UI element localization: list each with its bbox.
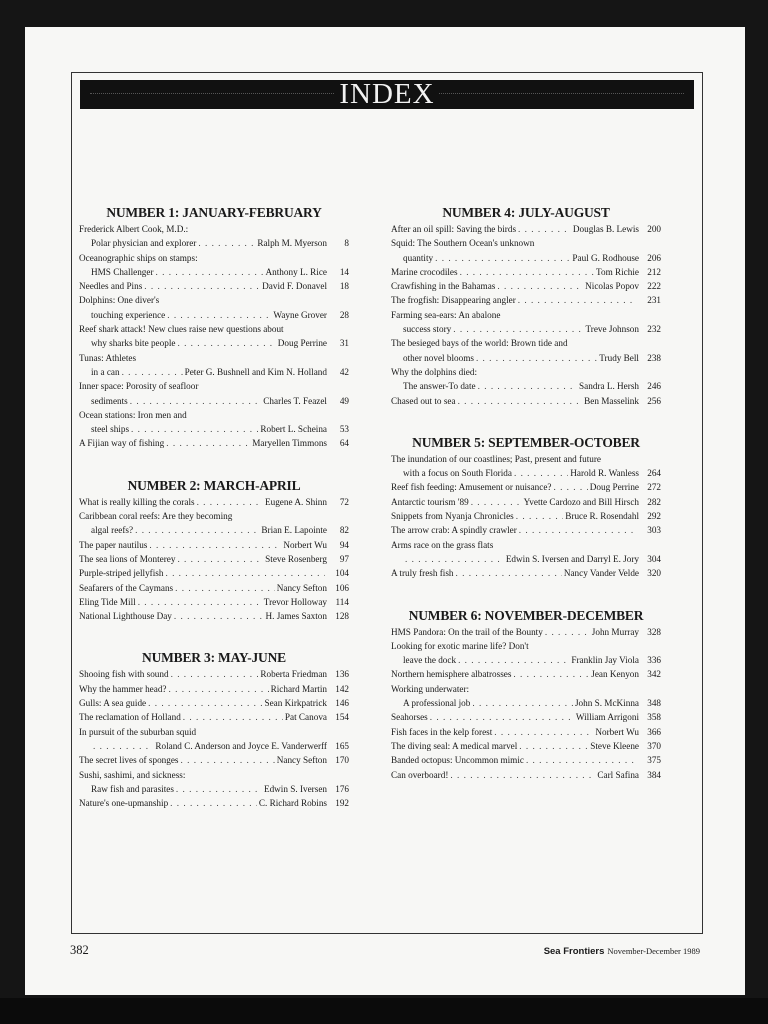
entry-author: Peter G. Bushnell and Kim N. Holland <box>184 366 327 377</box>
index-entry <box>79 595 349 609</box>
entry-title-line: Why the hammer head? <box>79 683 167 694</box>
index-entry <box>391 336 661 365</box>
dot-leader <box>130 394 262 408</box>
index-entry <box>79 379 349 408</box>
index-entry <box>79 322 349 351</box>
entry-author: Franklin Jay Viola <box>571 655 639 666</box>
entry-page: 142 <box>335 683 349 694</box>
entry-author: Nancy Sefton <box>276 755 327 766</box>
entry-author: Steve Kleene <box>590 740 639 751</box>
entry-author: William Arrigoni <box>575 712 639 723</box>
entry-page: 264 <box>647 468 661 479</box>
dot-leader <box>197 495 263 509</box>
index-entry <box>391 279 661 293</box>
left-column <box>79 204 349 836</box>
entry-author: Nancy Sefton <box>276 582 327 593</box>
dot-leader <box>453 322 583 336</box>
entry-page: 282 <box>647 496 661 507</box>
index-entry <box>79 796 349 810</box>
dot-leader <box>135 523 259 537</box>
entry-page: 375 <box>647 755 661 766</box>
entry-author: Eugene A. Shinn <box>264 496 327 507</box>
entry-page: 97 <box>339 553 349 564</box>
entry-page: 238 <box>647 352 661 363</box>
entry-title-line: Why the dolphins died: <box>391 366 477 377</box>
index-entry <box>79 725 349 754</box>
entry-page: 370 <box>647 740 661 751</box>
entry-page: 114 <box>335 596 349 607</box>
dot-leader <box>183 710 283 724</box>
entry-page: 8 <box>344 238 349 249</box>
entry-author: Anthony L. Rice <box>265 266 327 277</box>
section-heading: NUMBER 6: NOVEMBER-DECEMBER <box>408 607 644 623</box>
entry-title-line: Shooing fish with sound <box>79 669 169 680</box>
entry-author: Paul G. Rodhouse <box>572 252 639 263</box>
entry-title-line: touching experience <box>91 309 166 320</box>
entry-title-line: Sushi, sashimi, and sickness: <box>79 769 186 780</box>
entry-title-line: leave the dock <box>403 655 457 666</box>
dot-leader <box>138 595 262 609</box>
index-section <box>79 649 349 810</box>
index-entry <box>391 365 661 394</box>
index-banner <box>80 80 694 109</box>
entry-author: Tom Richie <box>596 266 639 277</box>
entry-title-line: Working underwater: <box>391 683 470 694</box>
entry-author: Ben Masselink <box>584 395 639 406</box>
entry-author: Trudy Bell <box>599 352 639 363</box>
index-entry <box>79 682 349 696</box>
entry-page: 246 <box>647 381 661 392</box>
dot-leader <box>458 394 583 408</box>
index-entry <box>79 538 349 552</box>
entry-title-line: A Fijian way of fishing <box>79 438 165 449</box>
entry-page: 154 <box>335 712 349 723</box>
entry-author: Steve Rosenberg <box>265 553 327 564</box>
index-entry <box>391 538 661 567</box>
right-column <box>391 204 661 808</box>
dot-leader <box>165 566 325 580</box>
index-section <box>79 477 349 624</box>
entry-title-line: Polar physician and explorer <box>91 238 197 249</box>
entry-page: 336 <box>647 655 661 666</box>
entry-page: 303 <box>647 525 661 536</box>
index-entry <box>391 523 661 537</box>
entry-title-line: The besieged bays of the world: Brown tide and <box>391 338 568 349</box>
dot-leader <box>460 265 594 279</box>
dot-leader <box>450 768 595 782</box>
index-entry <box>79 509 349 538</box>
entry-author: Doug Perrine <box>589 482 639 493</box>
index-entry <box>391 509 661 523</box>
entry-title-line: in a can <box>91 366 120 377</box>
dot-leader <box>177 552 263 566</box>
entry-title-line: Nature's one-upmanship <box>79 798 169 809</box>
entry-page: 192 <box>335 798 349 809</box>
magazine-page <box>25 27 745 995</box>
entry-page: 82 <box>339 525 349 536</box>
dot-leader <box>478 379 577 393</box>
dot-leader <box>545 625 590 639</box>
entry-title-line: The arrow crab: A spindly crawler <box>391 525 517 536</box>
index-entry <box>391 265 661 279</box>
index-entry <box>79 581 349 595</box>
entry-page: 18 <box>339 281 349 292</box>
dot-leader <box>171 667 259 681</box>
entry-title-line: why sharks bite people <box>91 338 176 349</box>
entry-title-line: Purple-striped jellyfish <box>79 568 164 579</box>
index-entry <box>79 436 349 450</box>
entry-page: 14 <box>339 266 349 277</box>
entry-page: 53 <box>339 424 349 435</box>
dot-leader <box>519 523 637 537</box>
entry-page: 170 <box>335 755 349 766</box>
index-section <box>391 607 661 782</box>
dot-leader <box>156 265 264 279</box>
index-entry <box>391 480 661 494</box>
entry-author: Sean Kirkpatrick <box>264 698 327 709</box>
section-heading: NUMBER 4: JULY-AUGUST <box>442 205 610 220</box>
dot-leader <box>177 336 275 350</box>
index-entry <box>79 667 349 681</box>
entry-page: 72 <box>339 496 349 507</box>
entry-page: 231 <box>647 295 661 306</box>
entry-page: 304 <box>647 553 661 564</box>
dot-leader <box>430 710 574 724</box>
entry-author: Douglas B. Lewis <box>572 224 639 234</box>
entry-title-line: Eling Tide Mill <box>79 596 136 607</box>
dot-leader <box>516 509 564 523</box>
index-entry <box>79 566 349 580</box>
entry-author: Robert L. Scheina <box>260 424 327 435</box>
entry-author: Treve Johnson <box>585 324 639 335</box>
entry-author: David F. Donavel <box>262 281 327 292</box>
index-entry <box>79 552 349 566</box>
entry-author: Carl Safina <box>597 769 639 780</box>
dot-leader <box>167 308 271 322</box>
entry-author: Roland C. Anderson and Joyce E. Vanderwerff <box>155 740 327 751</box>
index-entry <box>391 308 661 337</box>
entry-title-line: Reef shark attack! New clues raise new questions about <box>79 324 284 335</box>
entry-author: Pat Canova <box>284 712 327 723</box>
entry-author: John S. McKinna <box>574 698 639 709</box>
dot-leader <box>472 696 573 710</box>
index-entry <box>391 667 661 681</box>
entry-title-line: In pursuit of the suburban squid <box>79 726 197 737</box>
entry-author: Edwin S. Iversen and Darryl E. Jory <box>505 553 639 564</box>
entry-page: 212 <box>647 266 661 277</box>
entry-title-line: HMS Pandora: On the trail of the Bounty <box>391 626 543 637</box>
entry-page: 128 <box>335 611 349 622</box>
index-entry <box>391 222 661 236</box>
entry-title-line: Fish faces in the kelp forest <box>391 726 493 737</box>
entry-page: 94 <box>339 539 349 550</box>
entry-page: 136 <box>335 669 349 680</box>
entry-title-line: Banded octopus: Uncommon mimic <box>391 755 524 766</box>
entry-title-line: Tunas: Athletes <box>79 352 137 363</box>
entry-title-line: The reclamation of Holland <box>79 712 181 723</box>
entry-title-line: Farming sea-ears: An abalone <box>391 309 501 320</box>
index-entry <box>391 394 661 408</box>
entry-title-line: After an oil spill: Saving the birds <box>391 224 517 234</box>
entry-title-line: The frogfish: Disappearing angler <box>391 295 516 306</box>
scan-edge <box>0 998 768 1024</box>
section-heading: NUMBER 1: JANUARY-FEBRUARY <box>106 205 322 220</box>
entry-title-line: Seahorses <box>391 712 428 723</box>
dot-leader <box>93 739 153 753</box>
entry-title-line: Raw fish and parasites <box>91 783 174 794</box>
index-entry <box>79 222 349 251</box>
entry-title-line: A professional job <box>403 698 471 709</box>
index-entry <box>79 279 349 293</box>
dot-leader <box>476 351 597 365</box>
dot-leader <box>553 480 587 494</box>
page-number: 382 <box>70 943 89 957</box>
entry-title-line: Northern hemisphere albatrosses <box>391 669 512 680</box>
entry-author: Charles T. Feazel <box>263 395 327 406</box>
entry-page: 366 <box>647 726 661 737</box>
entry-page: 256 <box>647 395 661 406</box>
entry-page: 342 <box>647 669 661 680</box>
entry-title-line: Inner space: Porosity of seafloor <box>79 381 199 392</box>
entry-author: Roberta Friedman <box>260 669 327 680</box>
section-heading: NUMBER 2: MARCH-APRIL <box>127 477 301 493</box>
entry-title-line: What is really killing the corals <box>79 496 195 507</box>
entry-author: Wayne Grover <box>273 309 327 320</box>
entry-page: 106 <box>335 582 349 593</box>
entry-title-line: Caribbean coral reefs: Are they becoming <box>79 511 233 522</box>
index-entry <box>391 725 661 739</box>
entry-title-line: The diving seal: A medical marvel <box>391 740 518 751</box>
entry-author: Maryellen Timmons <box>252 438 327 449</box>
entry-title-line: Gulls: A sea guide <box>79 698 147 709</box>
entry-page: 232 <box>647 324 661 335</box>
index-entry <box>391 768 661 782</box>
dot-leader <box>513 667 589 681</box>
section-heading: NUMBER 3: MAY-JUNE <box>142 650 286 666</box>
entry-page: 328 <box>647 626 661 637</box>
entry-title-line: Snippets from Nyanja Chronicles <box>391 511 514 522</box>
entry-author: Jean Kenyon <box>591 669 639 680</box>
dot-leader <box>122 365 183 379</box>
dot-leader <box>456 566 562 580</box>
entry-title-line: Frederick Albert Cook, M.D.: <box>79 224 189 234</box>
dot-leader <box>166 436 250 450</box>
entry-author: Norbert Wu <box>595 726 639 737</box>
entry-title-line: HMS Challenger <box>91 266 154 277</box>
entry-title-line: Arms race on the grass flats <box>391 539 494 550</box>
index-entry <box>79 351 349 380</box>
index-entry <box>391 452 661 481</box>
entry-page: 320 <box>647 568 661 579</box>
entry-author: Brian E. Lapointe <box>261 525 327 536</box>
banner-decoration-left <box>90 93 340 96</box>
index-entry <box>391 625 661 639</box>
entry-title-line: The paper nautilus <box>79 539 148 550</box>
entry-author: Richard Martin <box>270 683 327 694</box>
index-entry <box>79 768 349 797</box>
dot-leader <box>458 653 569 667</box>
dot-leader <box>144 279 260 293</box>
entry-title-line: The answer-To date <box>403 381 476 392</box>
dot-leader <box>497 279 583 293</box>
magazine-name: Sea Frontiers <box>543 946 605 957</box>
entry-title-line: Antarctic tourism '89 <box>391 496 469 507</box>
entry-page: 348 <box>647 698 661 709</box>
index-entry <box>391 495 661 509</box>
dot-leader <box>518 222 571 236</box>
entry-title-line: Squid: The Southern Ocean's unknown <box>391 238 535 249</box>
entry-title-line: with a focus on South Florida <box>403 468 512 479</box>
dot-leader <box>131 422 258 436</box>
entry-title-line: Oceanographic ships on stamps: <box>79 252 198 263</box>
entry-title-line: quantity <box>403 252 434 263</box>
index-section <box>391 434 661 581</box>
index-entry <box>391 753 661 767</box>
entry-page: 292 <box>647 511 661 522</box>
issue-date: November-December 1989 <box>607 946 700 956</box>
entry-title-line: Seafarers of the Caymans <box>79 582 174 593</box>
entry-title-line: Dolphins: One diver's <box>79 295 160 306</box>
index-entry <box>79 293 349 322</box>
dot-leader <box>526 753 637 767</box>
magazine-credit <box>544 946 700 957</box>
entry-author: Edwin S. Iversen <box>263 783 327 794</box>
entry-title-line: Ocean stations: Iron men and <box>79 409 187 420</box>
entry-author: Nancy Vander Velde <box>563 568 639 579</box>
index-entry <box>79 408 349 437</box>
entry-title-line: Reef fish feeding: Amusement or nuisance? <box>391 482 552 493</box>
entry-author: Bruce R. Rosendahl <box>565 511 639 522</box>
entry-title-line: sediments <box>91 395 128 406</box>
index-entry <box>391 682 661 711</box>
entry-page: 64 <box>339 438 349 449</box>
entry-page: 358 <box>647 712 661 723</box>
entry-author: Sandra L. Hersh <box>579 381 639 392</box>
entry-title-line: The sea lions of Monterey <box>79 553 176 564</box>
index-entry <box>79 710 349 724</box>
index-entry <box>391 639 661 668</box>
dot-leader <box>198 236 255 250</box>
entry-title-line: Crawfishing in the Bahamas <box>391 281 496 292</box>
dot-leader <box>518 293 637 307</box>
entry-title-line: The secret lives of sponges <box>79 755 179 766</box>
entry-title-line: other novel blooms <box>403 352 474 363</box>
entry-author: Norbert Wu <box>283 539 327 550</box>
entry-title-line: National Lighthouse Day <box>79 611 172 622</box>
entry-title-line: Marine crocodiles <box>391 266 458 277</box>
entry-title-line: Can overboard! <box>391 769 449 780</box>
entry-title-line: A truly fresh fish <box>391 568 454 579</box>
dot-leader <box>149 538 281 552</box>
entry-author: Harold R. Wanless <box>570 468 639 479</box>
entry-title-line: Needles and Pins <box>79 281 143 292</box>
entry-author: Doug Perrine <box>277 338 327 349</box>
index-entry <box>79 609 349 623</box>
index-entry <box>79 753 349 767</box>
index-entry <box>79 696 349 710</box>
entry-page: 42 <box>339 366 349 377</box>
dot-leader <box>174 609 264 623</box>
entry-page: 49 <box>339 395 349 406</box>
entry-author: John Murray <box>591 626 639 637</box>
section-heading: NUMBER 5: SEPTEMBER-OCTOBER <box>412 434 640 450</box>
entry-author: C. Richard Robins <box>258 798 327 809</box>
dot-leader <box>181 753 275 767</box>
dot-leader <box>471 495 522 509</box>
entry-author: Trevor Holloway <box>263 596 327 607</box>
banner-decoration-right <box>434 93 684 96</box>
entry-title-line: The inundation of our coastlines; Past, present and future <box>391 453 601 464</box>
index-section <box>391 204 661 408</box>
entry-title-line: Looking for exotic marine life? Don't <box>391 640 529 651</box>
dot-leader <box>170 796 257 810</box>
entry-page: 222 <box>647 281 661 292</box>
dot-leader <box>175 581 275 595</box>
entry-author: H. James Saxton <box>265 611 327 622</box>
entry-page: 384 <box>647 769 661 780</box>
entry-author: Ralph M. Myerson <box>257 238 327 249</box>
dot-leader <box>494 725 593 739</box>
dot-leader <box>405 552 504 566</box>
dot-leader <box>148 696 262 710</box>
index-entry <box>391 566 661 580</box>
dot-leader <box>169 682 269 696</box>
index-title: INDEX <box>335 80 438 109</box>
entry-title-line: success story <box>403 324 452 335</box>
entry-author: Yvette Cardozo and Bill Hirsch <box>523 496 639 507</box>
entry-page: 272 <box>647 482 661 493</box>
entry-page: 31 <box>339 338 349 349</box>
entry-page: 28 <box>339 309 349 320</box>
entry-page: 104 <box>335 568 349 579</box>
dot-leader <box>176 782 262 796</box>
entry-title-line: algal reefs? <box>91 525 134 536</box>
dot-leader <box>435 251 570 265</box>
entry-page: 146 <box>335 698 349 709</box>
entry-page: 176 <box>335 783 349 794</box>
entry-page: 200 <box>647 224 661 234</box>
index-entry <box>79 251 349 280</box>
entry-author: Nicolas Popov <box>585 281 639 292</box>
index-entry <box>391 739 661 753</box>
entry-page: 165 <box>335 740 349 751</box>
index-section <box>79 204 349 451</box>
index-entry <box>391 236 661 265</box>
index-entry <box>391 293 661 307</box>
dot-leader <box>514 466 568 480</box>
entry-page: 206 <box>647 252 661 263</box>
index-entry <box>391 710 661 724</box>
entry-title-line: steel ships <box>91 424 130 435</box>
dot-leader <box>519 739 588 753</box>
index-entry <box>79 495 349 509</box>
entry-title-line: Chased out to sea <box>391 395 456 406</box>
